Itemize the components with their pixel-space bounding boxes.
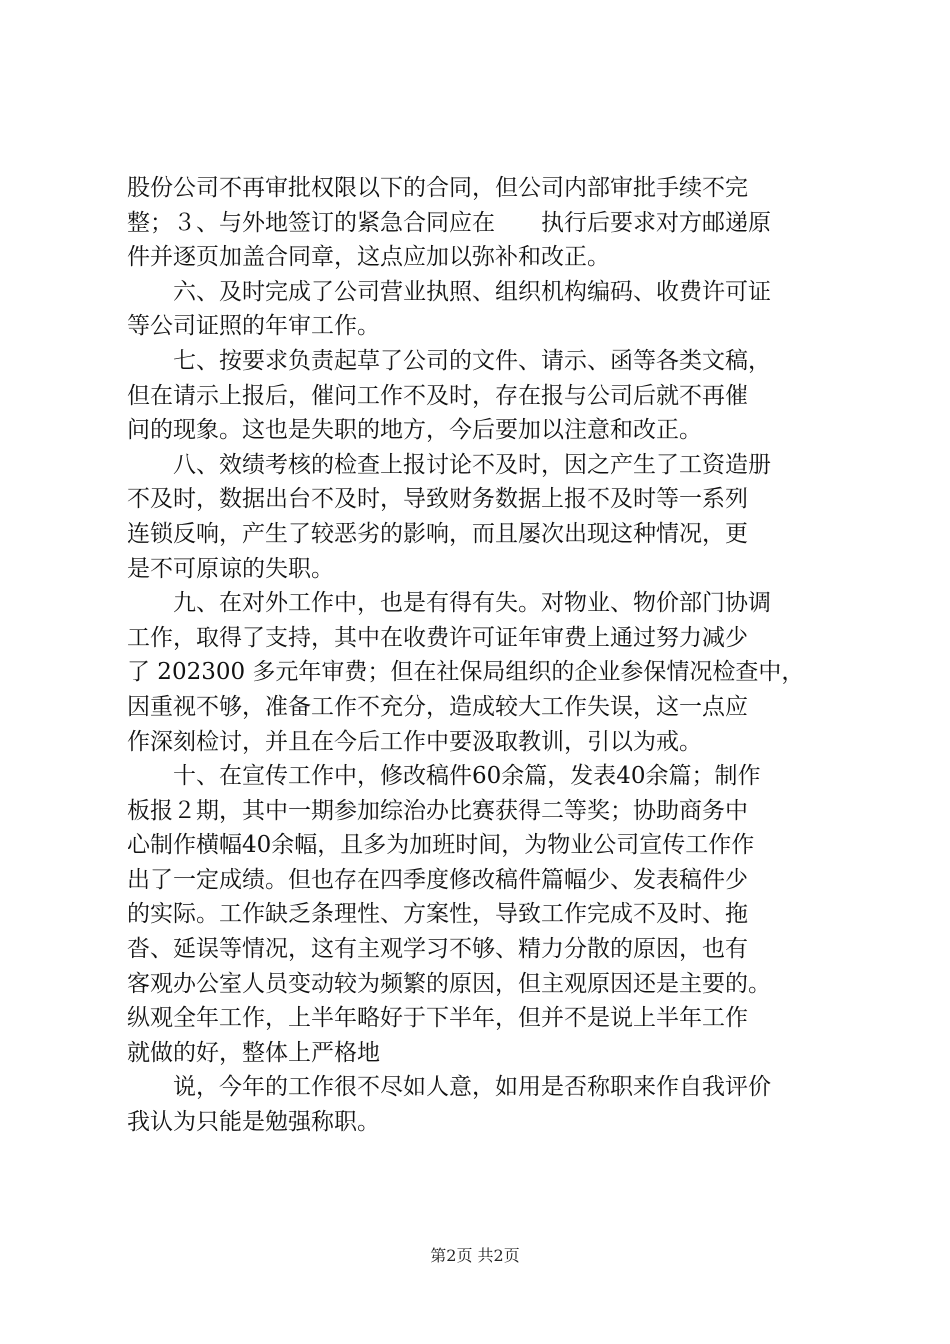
text-line: 六、及时完成了公司营业执照、组织机构编码、收费许可证 bbox=[127, 278, 771, 305]
text-line: 板报２期，其中一期参加综治办比赛获得二等奖；协助商务中 bbox=[127, 797, 748, 824]
text-line: 整；３、与外地签订的紧急合同应在 执行后要求对方邮递原 bbox=[127, 209, 771, 236]
text-line: 件并逐页加盖合同章，这点应加以弥补和改正。 bbox=[127, 244, 610, 271]
text-line: 沓、延误等情况，这有主观学习不够、精力分散的原因，也有 bbox=[127, 936, 748, 963]
text-line: 工作，取得了支持，其中在收费许可证年审费上通过努力减少 bbox=[127, 624, 748, 651]
text-line: 但在请示上报后，催问工作不及时，存在报与公司后就不再催 bbox=[127, 382, 748, 409]
text-line: 九、在对外工作中，也是有得有失。对物业、物价部门协调 bbox=[127, 590, 771, 617]
text-line: 的实际。工作缺乏条理性、方案性，导致工作完成不及时、拖 bbox=[127, 901, 748, 928]
body-text bbox=[127, 171, 833, 1140]
text-line: 作深刻检讨，并且在今后工作中要汲取教训，引以为戒。 bbox=[127, 728, 702, 755]
text-line: 心制作横幅40余幅，且多为加班时间，为物业公司宣传工作作 bbox=[127, 832, 755, 859]
text-line: 八、效绩考核的检查上报讨论不及时，因之产生了工资造册 bbox=[127, 451, 771, 478]
text-line: 客观办公室人员变动较为频繁的原因，但主观原因还是主要的。 bbox=[127, 970, 771, 997]
text-line: 我认为只能是勉强称职。 bbox=[127, 1109, 380, 1136]
text-line: 问的现象。这也是失职的地方，今后要加以注意和改正。 bbox=[127, 417, 702, 444]
text-line: 了 202300 多元年审费；但在社保局组织的企业参保情况检查中， bbox=[127, 659, 805, 686]
page-footer bbox=[0, 1246, 950, 1266]
text-line: 等公司证照的年审工作。 bbox=[127, 313, 380, 340]
text-line: 纵观全年工作，上半年略好于下半年，但并不是说上半年工作 bbox=[127, 1005, 748, 1032]
text-line: 说，今年的工作很不尽如人意，如用是否称职来作自我评价 bbox=[127, 1074, 771, 1101]
text-line: 股份公司不再审批权限以下的合同，但公司内部审批手续不完 bbox=[127, 175, 748, 201]
text-line: 就做的好，整体上严格地 bbox=[127, 1039, 380, 1066]
page-number-label: 第2页 共2页 bbox=[430, 1246, 520, 1265]
text-line: 出了一定成绩。但也存在四季度修改稿件篇幅少、发表稿件少 bbox=[127, 866, 748, 893]
text-line: 连锁反响，产生了较恶劣的影响，而且屡次出现这种情况，更 bbox=[127, 520, 748, 547]
text-line: 因重视不够，准备工作不充分，造成较大工作失误，这一点应 bbox=[127, 693, 748, 720]
text-line: 不及时，数据出台不及时，导致财务数据上报不及时等一系列 bbox=[127, 486, 748, 513]
text-line: 是不可原谅的失职。 bbox=[127, 555, 334, 582]
text-line: 七、按要求负责起草了公司的文件、请示、函等各类文稿， bbox=[127, 347, 771, 374]
text-line: 十、在宣传工作中，修改稿件60余篇，发表40余篇；制作 bbox=[127, 763, 761, 790]
